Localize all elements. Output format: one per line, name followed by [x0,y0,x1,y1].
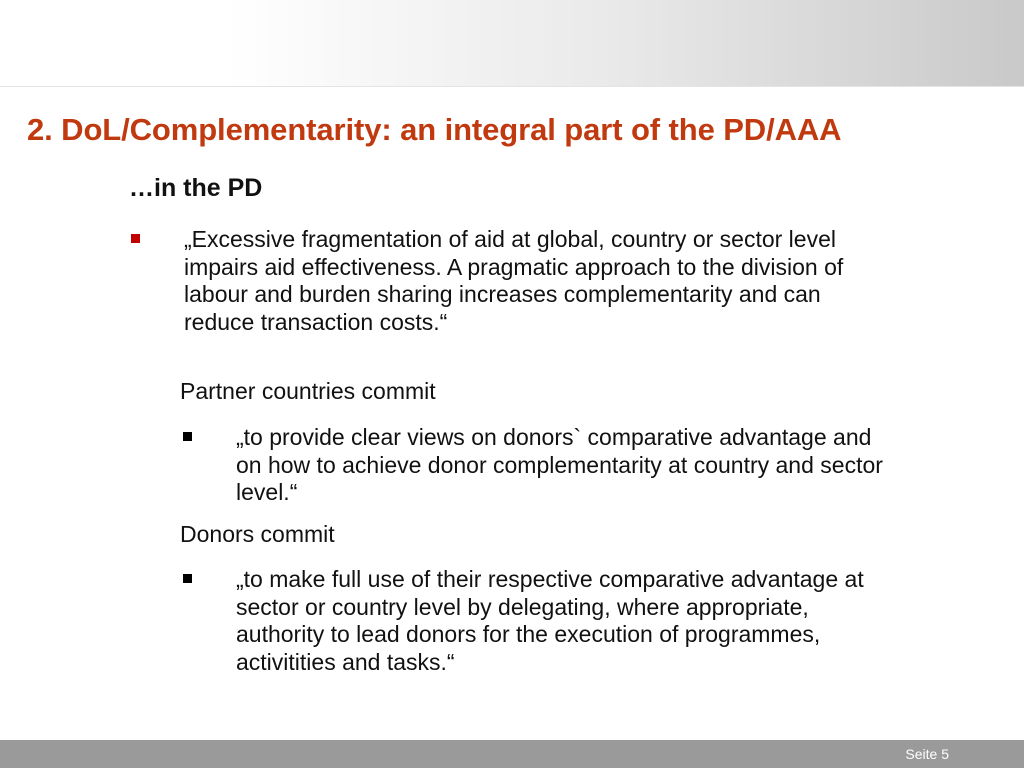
page-number: Seite 5 [905,746,949,762]
square-bullet-icon [183,574,192,583]
header-gradient-band [0,0,1024,87]
footer-bar [0,740,1024,768]
main-bullet-text: „Excessive fragmentation of aid at global, country or sector level impairs aid effectiveness. A pragmatic approach to the division of labour and burden sharing increases complementarity and can reduce transaction costs.“ [184,226,844,335]
square-bullet-icon [131,234,140,243]
square-bullet-icon [183,432,192,441]
partner-countries-label: Partner countries commit [180,378,436,404]
donors-label: Donors commit [180,521,335,547]
donors-bullet-text: „to make full use of their respective comparative advantage at sector or country level by delegating, where appropriate, authority to lead donors for the execution of programmes, activitities and tasks.“ [236,566,864,675]
partner-bullet-text: „to provide clear views on donors` comparative advantage and on how to achieve donor complementarity at country and sector level.“ [236,424,883,505]
section-subtitle: …in the PD [129,174,263,202]
slide-title: 2. DoL/Complementarity: an integral part of the PD/AAA [27,112,842,147]
